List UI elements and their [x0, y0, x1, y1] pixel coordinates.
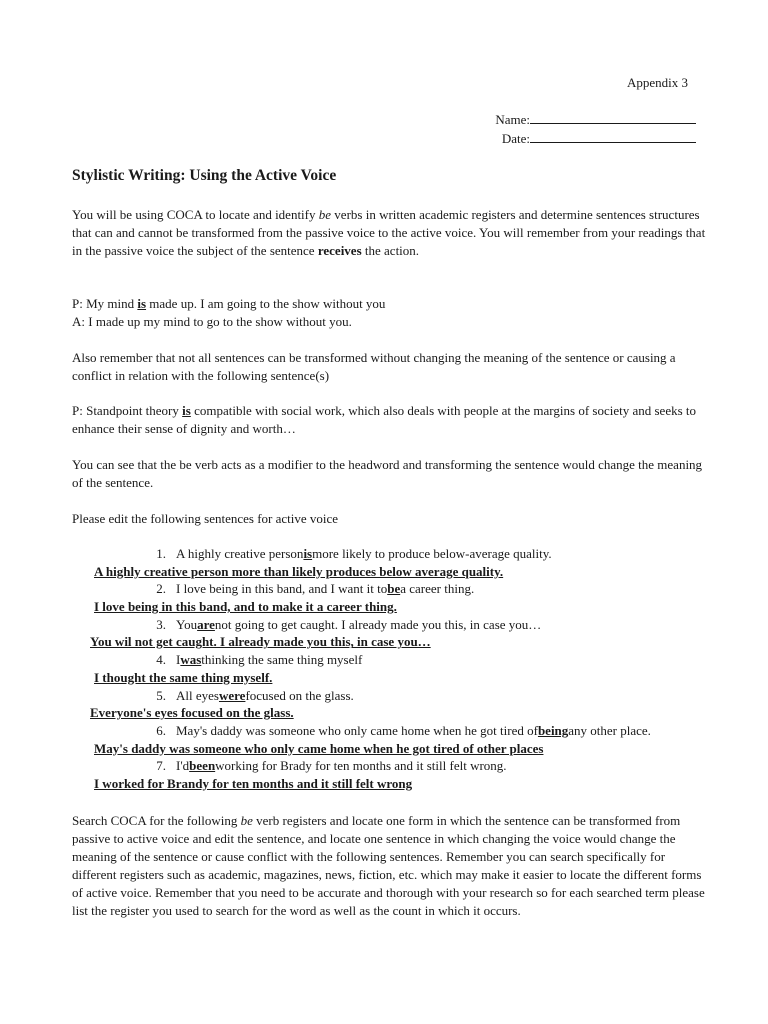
- example-1-passive: [72, 295, 712, 313]
- item-text-rest: working for Brady for ten months and it still felt wrong.: [215, 758, 507, 774]
- exercise-list: [72, 545, 712, 793]
- example-2: [72, 402, 712, 438]
- list-item: [72, 580, 712, 598]
- item-text-rest: any other place.: [568, 722, 651, 738]
- example-2-rest: compatible with social work, which also deals with people at the margins of society and seeks to enhance their sense of dignity and worth…: [72, 403, 697, 436]
- list-item: [72, 545, 712, 563]
- item-text: I love being in this band, and I want it to: [176, 581, 388, 597]
- item-answer: You wil not get caught. I already made you this, in case you…: [90, 634, 431, 650]
- example-1-verb: is: [137, 296, 147, 311]
- item-text-rest: more likely to produce below-average quality.: [312, 546, 552, 561]
- name-row: [470, 110, 696, 129]
- date-row: [470, 129, 696, 148]
- item-verb: are: [197, 616, 215, 632]
- list-item: [72, 757, 712, 775]
- intro-text-1: You will be using COCA to locate and identify: [72, 207, 319, 222]
- item-verb: be: [387, 581, 401, 597]
- example-1-active: A: I made up my mind to go to the show without you.: [72, 314, 352, 329]
- item-answer: I thought the same thing myself.: [94, 669, 273, 685]
- example-1-passive-rest: made up. I am going to the show without you: [146, 296, 386, 311]
- item-text: A highly creative person: [176, 546, 304, 561]
- item-number: 5.: [156, 687, 166, 703]
- item-number: 3.: [156, 616, 166, 632]
- intro-receives-bold: receives: [317, 243, 362, 258]
- list-item: [72, 687, 712, 705]
- item-verb: been: [189, 758, 216, 774]
- search-paragraph: [72, 812, 712, 920]
- item-verb: is: [303, 546, 313, 561]
- name-blank[interactable]: [530, 110, 696, 124]
- item-text: All eyes: [176, 687, 219, 703]
- item-number: 1.: [156, 546, 166, 561]
- example-2-verb: is: [182, 403, 191, 418]
- search-be-italic: be: [240, 813, 253, 828]
- example-2-text: P: Standpoint theory: [72, 403, 183, 418]
- item-text-rest: focused on the glass.: [245, 687, 354, 703]
- intro-paragraph: [72, 206, 712, 260]
- instruction-line: Please edit the following sentences for active voice: [72, 511, 339, 526]
- item-answer: I worked for Brandy for ten months and it still felt wrong: [94, 775, 413, 791]
- item-text: I'd: [176, 758, 190, 774]
- date-blank[interactable]: [530, 129, 696, 143]
- name-label: Name:: [495, 112, 530, 127]
- list-item: [72, 616, 712, 634]
- example-1-passive-text: P: My mind: [72, 296, 138, 311]
- item-text-rest: a career thing.: [400, 581, 475, 597]
- intro-text-3: the action.: [361, 243, 420, 258]
- document-title: Stylistic Writing: Using the Active Voice: [72, 167, 337, 184]
- item-number: 7.: [156, 758, 166, 774]
- item-verb: was: [180, 652, 202, 668]
- appendix-label: Appendix 3: [627, 75, 689, 90]
- example-1: [72, 295, 712, 331]
- item-answer: I love being in this band, and to make it a career thing.: [94, 599, 397, 615]
- item-answer: May's daddy was someone who only came home when he got tired of other places: [94, 740, 544, 756]
- list-item: [72, 722, 712, 740]
- item-verb: were: [218, 687, 246, 703]
- search-text-1: Search COCA for the following: [72, 813, 241, 828]
- item-number: 6.: [156, 722, 166, 738]
- item-number: 2.: [156, 581, 166, 597]
- also-paragraph: Also remember that not all sentences can be transformed without changing the meaning of the sentence or causing a conflict in relation with the following sentence(s): [72, 350, 676, 383]
- item-answer: A highly creative person more than likely produces below average quality.: [94, 563, 504, 579]
- item-text: I: [176, 652, 181, 668]
- intro-be-italic: be: [318, 207, 332, 222]
- list-item: [72, 651, 712, 669]
- item-text: May's daddy was someone who only came home when he got tired of: [176, 722, 538, 738]
- item-text: You: [176, 616, 198, 632]
- item-verb: being: [537, 722, 569, 738]
- item-text-rest: not going to get caught. I already made you this, in case you…: [214, 616, 542, 632]
- item-answer: Everyone's eyes focused on the glass.: [90, 705, 294, 721]
- search-text-2: verb registers and locate one form in which the sentence can be transformed from passive to active voice and edit the sentence, and locate one sentence in which changing the voice would change the meaning of the sentence or cause conflict with the following sentences. Remember you can search specifically for different registers such as academic, magazines, news, fiction, etc. which may make it easier to locate the different forms of active voice. Remember that you need to be accurate and thorough with your research so for each searched term please list the register you used to search for the word as well as the count in which it occurs.: [72, 813, 705, 918]
- date-label: Date:: [501, 131, 530, 146]
- item-text-rest: thinking the same thing myself: [201, 652, 363, 668]
- see-paragraph: You can see that the be verb acts as a modifier to the headword and transforming the sentence would change the meaning of the sentence.: [72, 457, 703, 490]
- item-number: 4.: [156, 652, 166, 668]
- intro-text-2: verbs in written academic registers and determine sentences structures that can and cannot be transformed from the passive voice to the active voice. You will remember from your readings that in the passive voice the subject of the sentence: [72, 207, 706, 258]
